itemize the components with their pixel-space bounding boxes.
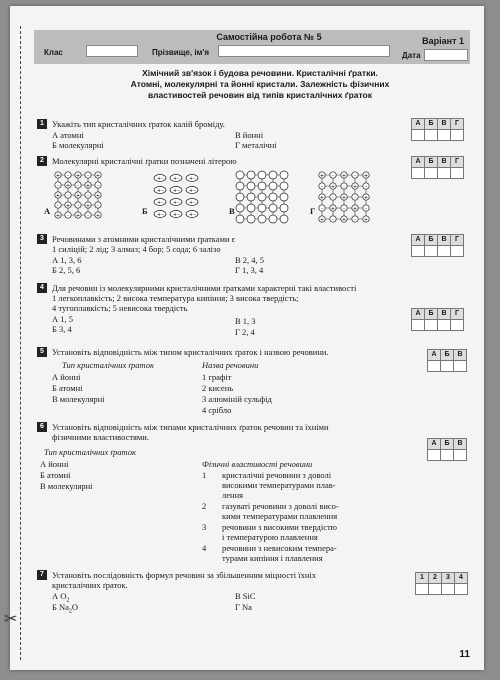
svg-text:-: - — [194, 200, 196, 206]
answer-grid[interactable]: А Б В — [428, 438, 467, 461]
right-item: 3 алюміній сульфід — [202, 394, 272, 404]
left-item: В молекулярні — [40, 481, 93, 491]
class-field[interactable] — [86, 45, 138, 57]
svg-text:-: - — [87, 193, 89, 199]
atomic-lattice-diagram — [236, 170, 290, 220]
svg-text:-: - — [87, 213, 89, 219]
svg-text:+: + — [319, 173, 325, 179]
svg-text:-: - — [332, 195, 334, 201]
question-text: Установіть послідовність формул речовин за збільшенням міцності їхніх — [52, 570, 316, 580]
lattice-label-v: В — [229, 206, 235, 216]
right-item-num: 2 — [202, 501, 207, 511]
svg-text:+: + — [341, 217, 347, 223]
option-b: Б молекулярні — [52, 140, 104, 150]
svg-text:+: + — [157, 188, 162, 194]
option-a: А $O_2$ — [52, 591, 70, 604]
option-a: А 1, 3, 6 — [52, 255, 82, 265]
option-b: Б 3, 4 — [52, 324, 72, 334]
left-item: Б атомні — [40, 470, 71, 480]
cut-line — [20, 26, 21, 660]
option-a: А 1, 5 — [52, 314, 74, 324]
svg-text:+: + — [173, 188, 178, 194]
surname-label: Прізвище, ім'я — [152, 48, 210, 57]
worksheet-page — [4, 6, 484, 670]
scissors-icon: ✂ — [4, 611, 18, 628]
svg-text:+: + — [319, 195, 325, 201]
svg-text:-: - — [194, 176, 196, 182]
variant-label: Варіант 1 — [422, 36, 464, 46]
svg-text:-: - — [77, 203, 79, 209]
svg-text:+: + — [65, 183, 71, 189]
question-text: Молекулярні кристалічні ґратки позначені літерою — [52, 156, 237, 166]
svg-text:-: - — [194, 188, 196, 194]
right-item: високими температурами плав- — [222, 480, 336, 490]
option-b: Б 2, 5, 6 — [52, 265, 81, 275]
right-item: турами кипіння і плавлення — [222, 553, 323, 563]
question-number: 7 — [37, 570, 47, 580]
svg-text:+: + — [189, 188, 194, 194]
right-item: кристалічні речовини з доволі — [222, 470, 332, 480]
left-item: Б атомні — [52, 383, 83, 393]
svg-text:-: - — [67, 213, 69, 219]
svg-text:-: - — [332, 217, 334, 223]
question-text: Установіть відповідність між типом кристалічних ґраток і назвою речовини. — [52, 347, 329, 357]
option-g: Г Na — [235, 602, 252, 612]
svg-text:-: - — [162, 212, 164, 218]
svg-text:+: + — [330, 206, 336, 212]
option-v: В 1, 3 — [235, 316, 256, 326]
option-a: А атомні — [52, 130, 84, 140]
svg-text:+: + — [363, 217, 369, 223]
svg-text:+: + — [157, 176, 162, 182]
right-item: газуваті речовини з доволі висо- — [222, 501, 339, 511]
svg-text:+: + — [189, 200, 194, 206]
svg-text:-: - — [67, 193, 69, 199]
option-g: Г металічні — [235, 140, 277, 150]
right-item: кими температурами плавлення — [222, 511, 338, 521]
column-header: Тип кристалічних ґраток — [62, 360, 154, 370]
svg-text:-: - — [332, 173, 334, 179]
answer-grid[interactable]: 1 2 3 4 — [416, 572, 468, 595]
date-label: Дата — [402, 51, 421, 60]
svg-text:+: + — [319, 217, 325, 223]
svg-text:+: + — [352, 206, 358, 212]
svg-text:-: - — [178, 212, 180, 218]
lattice-label-b: Б — [142, 206, 148, 216]
answer-grid[interactable]: А Б В Г — [412, 118, 464, 141]
svg-text:+: + — [363, 173, 369, 179]
svg-text:-: - — [87, 173, 89, 179]
answer-grid[interactable]: А Б В Г — [412, 308, 464, 331]
svg-text:-: - — [67, 173, 69, 179]
svg-text:+: + — [352, 184, 358, 190]
svg-text:+: + — [95, 193, 101, 199]
header-bar — [34, 30, 470, 64]
right-item: і температурою плавлення — [222, 532, 318, 542]
svg-text:-: - — [354, 195, 356, 201]
column-header: Назва речовини — [202, 360, 259, 370]
svg-text:+: + — [189, 176, 194, 182]
work-title: Самостійна робота № 5 — [216, 32, 322, 42]
svg-text:+: + — [85, 183, 91, 189]
right-item: лення — [222, 490, 244, 500]
option-v: В 2, 4, 5 — [235, 255, 265, 265]
option-v: В SiC — [235, 591, 256, 601]
svg-text:+: + — [95, 173, 101, 179]
answer-grid[interactable]: А Б В — [428, 349, 467, 372]
svg-text:+: + — [341, 195, 347, 201]
question-number: 4 — [37, 283, 47, 293]
svg-text:+: + — [55, 213, 61, 219]
left-item: А йонні — [52, 372, 81, 382]
svg-text:-: - — [343, 206, 345, 212]
question-text: 1 силіцій; 2 лід; 3 алмаз; 4 бор; 5 сода; 6 залізо — [52, 244, 221, 254]
svg-text:-: - — [162, 200, 164, 206]
svg-text:+: + — [85, 203, 91, 209]
left-item: А йонні — [40, 459, 69, 469]
left-item: В молекулярні — [52, 394, 105, 404]
ionic-lattice-diagram — [54, 170, 114, 220]
svg-text:-: - — [194, 212, 196, 218]
option-g: Г 1, 3, 4 — [235, 265, 264, 275]
question-number: 6 — [37, 422, 47, 432]
question-number: 1 — [37, 119, 47, 129]
svg-text:-: - — [321, 184, 323, 190]
svg-text:-: - — [365, 206, 367, 212]
right-item-num: 1 — [202, 470, 207, 480]
svg-text:+: + — [75, 173, 81, 179]
answer-grid[interactable]: А Б В Г — [412, 156, 464, 179]
answer-grid[interactable]: А Б В Г — [412, 234, 464, 257]
right-item: 1 графіт — [202, 372, 232, 382]
question-text: 4 тугоплавкість; 5 невисока твердість — [52, 303, 188, 313]
metallic-lattice-diagram — [318, 170, 372, 223]
svg-text:-: - — [365, 184, 367, 190]
svg-text:+: + — [95, 213, 101, 219]
svg-text:-: - — [97, 203, 99, 209]
date-field[interactable] — [424, 49, 468, 61]
svg-text:-: - — [162, 176, 164, 182]
svg-text:-: - — [57, 203, 59, 209]
right-item: речовини з невисоким темпера- — [222, 543, 337, 553]
topic-title: Хімічний зв'язок і будова речовини. Кристалічні ґратки. Атомні, молекулярні та йонні кристали. Залежність фізичних властивостей речовин від типів кристалічних ґраток — [130, 68, 390, 100]
question-text: Установіть відповідність між типами кристалічних ґраток речовин та їхніми — [52, 422, 329, 432]
question-number: 5 — [37, 347, 47, 357]
option-v: В йонні — [235, 130, 264, 140]
svg-text:+: + — [75, 193, 81, 199]
svg-text:-: - — [162, 188, 164, 194]
svg-text:+: + — [55, 173, 61, 179]
lattice-label-g: Г — [310, 206, 316, 216]
option-b: Б $Na_2O$ — [52, 602, 79, 615]
svg-text:+: + — [341, 173, 347, 179]
right-item: 4 срібло — [202, 405, 232, 415]
svg-text:-: - — [178, 200, 180, 206]
question-text: Укажіть тип кристалічних ґраток калій броміду. — [52, 119, 225, 129]
svg-text:-: - — [343, 184, 345, 190]
svg-text:-: - — [354, 173, 356, 179]
svg-text:+: + — [173, 212, 178, 218]
svg-text:-: - — [354, 217, 356, 223]
question-text: кристалічних ґраток. — [52, 580, 128, 590]
right-item-num: 3 — [202, 522, 207, 532]
right-item-num: 4 — [202, 543, 207, 553]
option-g: Г 2, 4 — [235, 327, 255, 337]
lattice-label-a: А — [44, 206, 51, 216]
right-item: речовини з високими твердістю — [222, 522, 338, 532]
question-text: Речовинами з атомними кристалічними ґратками є — [52, 234, 236, 244]
surname-field[interactable] — [218, 45, 390, 57]
question-text: фізичними властивостями. — [52, 432, 149, 442]
svg-text:-: - — [57, 183, 59, 189]
question-number: 2 — [37, 156, 47, 166]
column-header: Фізичні властивості речовини — [202, 459, 313, 469]
column-header: Тип кристалічних ґраток — [44, 447, 136, 457]
class-label: Клас — [44, 48, 63, 57]
question-text: 1 легкоплавкість; 2 висока температура кипіння; 3 висока твердість; — [52, 293, 299, 303]
svg-text:+: + — [189, 212, 194, 218]
svg-text:-: - — [77, 183, 79, 189]
svg-text:+: + — [157, 212, 162, 218]
svg-text:-: - — [97, 183, 99, 189]
svg-text:+: + — [173, 176, 178, 182]
page-number: 11 — [459, 649, 470, 660]
svg-text:-: - — [321, 206, 323, 212]
svg-text:+: + — [75, 213, 81, 219]
right-item: 2 кисень — [202, 383, 234, 393]
svg-text:+: + — [65, 203, 71, 209]
svg-text:+: + — [363, 195, 369, 201]
svg-text:+: + — [173, 200, 178, 206]
svg-text:+: + — [55, 193, 61, 199]
svg-text:+: + — [330, 184, 336, 190]
svg-text:-: - — [178, 176, 180, 182]
svg-text:-: - — [178, 188, 180, 194]
molecular-lattice-diagram — [150, 170, 200, 220]
question-number: 3 — [37, 234, 47, 244]
question-text: Для речовин із молекулярними кристалічними ґратками характерні такі властивості — [52, 283, 357, 293]
svg-text:+: + — [157, 200, 162, 206]
